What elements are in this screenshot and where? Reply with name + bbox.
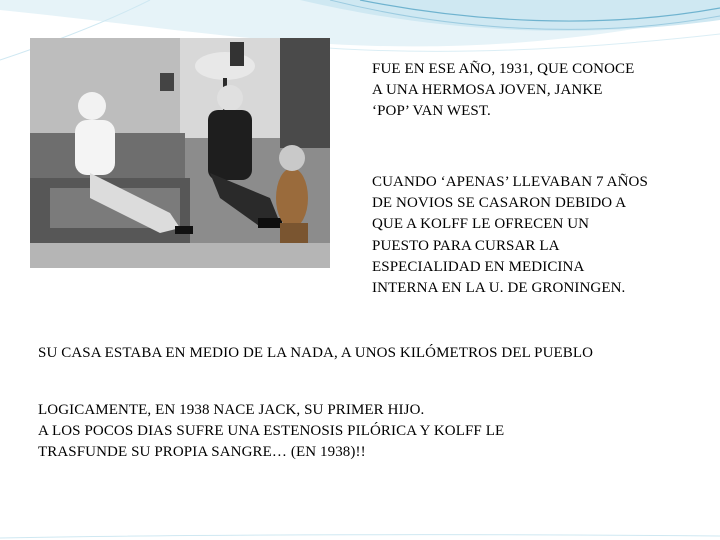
paragraph-house: SU CASA ESTABA EN MEDIO DE LA NADA, A UNOS KILÓMETROS DEL PUEBLO (38, 345, 594, 361)
paragraph-meeting-janke: FUE EN ESE AÑO, 1931, QUE CONOCE A UNA HERMOSA JOVEN, JANKE ‘POP’ VAN WEST. (372, 61, 635, 120)
paragraph-marriage: CUANDO ‘APENAS’ LLEVABAN 7 AÑOS DE NOVIOS SE CASARON DEBIDO A QUE A KOLFF LE OFRECEN UN PUESTO PARA CURSAR LA ESPECIALIDAD EN MEDICINA INTERNA EN LA U. DE GRONINGEN. (372, 174, 648, 297)
black-and-white-photo (30, 38, 330, 268)
paragraph-first-son: LOGICAMENTE, EN 1938 NACE JACK, SU PRIMER HIJO. A LOS POCOS DIAS SUFRE UNA ESTENOSIS PILÓRICA Y KOLFF LE TRASFUNDE SU PROPIA SANGRE… (EN 1938)!! (38, 402, 505, 461)
bottom-decoration (0, 532, 720, 540)
